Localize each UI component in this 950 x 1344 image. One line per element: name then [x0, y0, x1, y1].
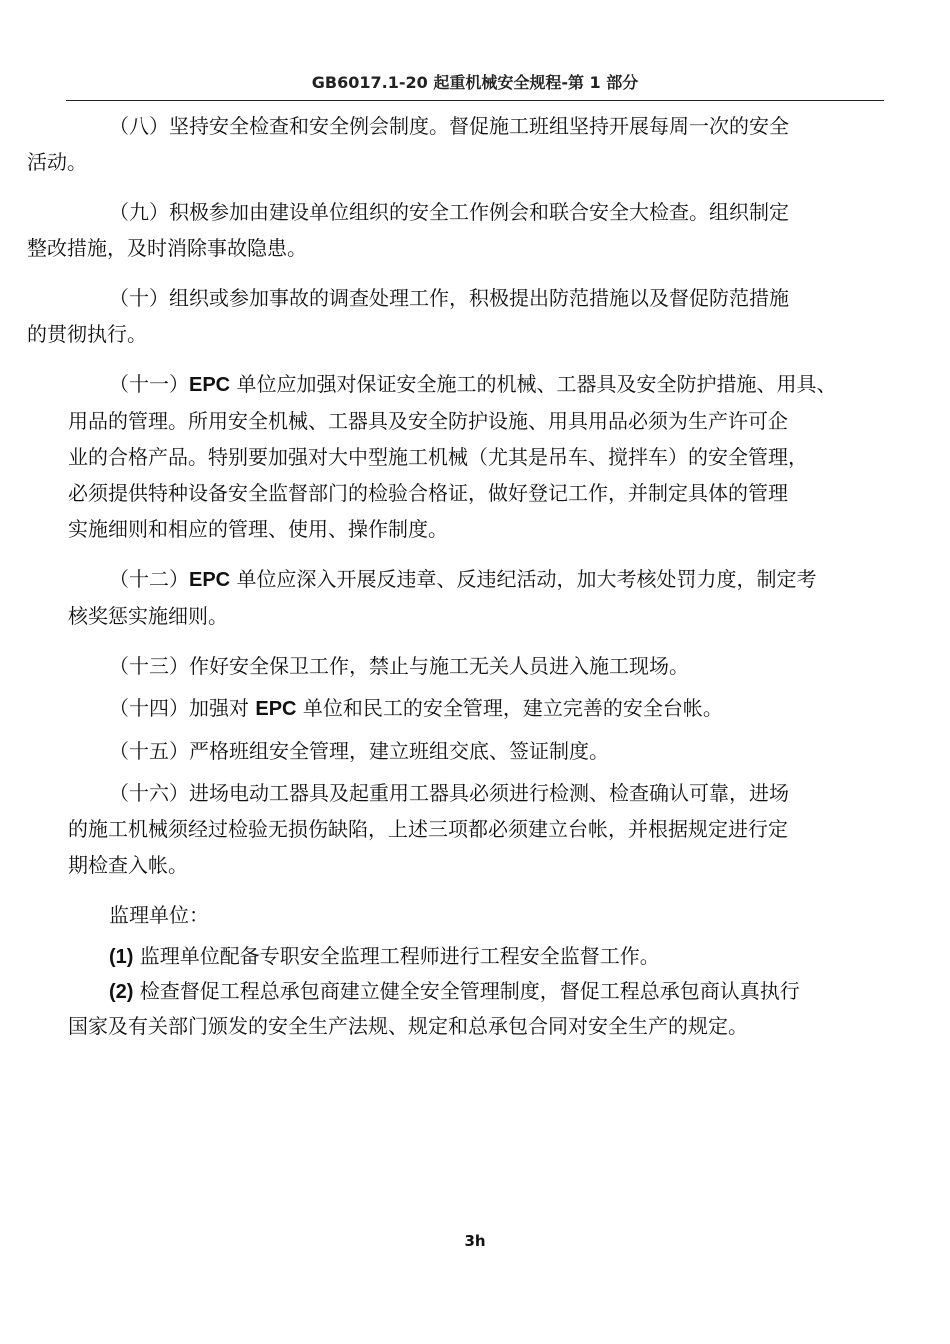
supervision-item-1: (1) 监理单位配备专职安全监理工程师进行工程安全监督工作。: [109, 944, 660, 968]
header-rule: [66, 100, 884, 101]
paragraph-9: （九）积极参加由建设单位组织的安全工作例会和联合安全大检查。组织制定 整改措施，及时消除事故隐患。: [27, 200, 789, 260]
supervision-item-2: (2) 检查督促工程总承包商建立健全安全管理制度，督促工程总承包商认真执行 国家及有关部门颁发的安全生产法规、规定和总承包合同对安全生产的规定。: [68, 979, 800, 1038]
paragraph-10: （十）组织或参加事故的调查处理工作，积极提出防范措施以及督促防范措施 的贯彻执行。: [27, 286, 789, 346]
paragraph-12: （十二）EPC 单位应深入开展反违章、反违纪活动，加大考核处罚力度，制定考 核奖惩实施细则。: [68, 567, 817, 628]
running-header: GB6017.1-20 起重机械安全规程-第 1 部分: [311, 73, 639, 92]
paragraph-13: （十三）作好安全保卫工作，禁止与施工无关人员进入施工现场。: [109, 654, 689, 678]
paragraph-16: （十六）进场电动工器具及起重用工器具必须进行检测、检查确认可靠，进场 的施工机械须经过检验无损伤缺陷，上述三项都必须建立台帐，并根据规定进行定 期检查入帐。: [68, 781, 789, 877]
paragraph-11: （十一）EPC 单位应加强对保证安全施工的机械、工器具及安全防护措施、用具、 用品的管理。所用安全机械、工器具及安全防护设施、用具用品必须为生产许可企 业的合格产品。特别要加强对大中型施工机械（尤其是吊车、搅拌车）的安全管理， 必须提供特种设备安全监督部门的检验合格证，做好登记工作，并制定具体的管理 实施细则和相应的管理、使用、操作制度。: [68, 372, 837, 541]
paragraph-15: （十五）严格班组安全管理，建立班组交底、签证制度。: [109, 739, 609, 763]
page-number: 3h: [464, 1232, 486, 1250]
paragraph-14: （十四）加强对 EPC 单位和民工的安全管理，建立完善的安全台帐。: [109, 696, 723, 720]
paragraph-8: （八）坚持安全检查和安全例会制度。督促施工班组坚持开展每周一次的安全 活动。: [27, 114, 789, 174]
supervision-heading: 监理单位：: [109, 903, 209, 927]
document-body: [27, 108, 884, 1043]
